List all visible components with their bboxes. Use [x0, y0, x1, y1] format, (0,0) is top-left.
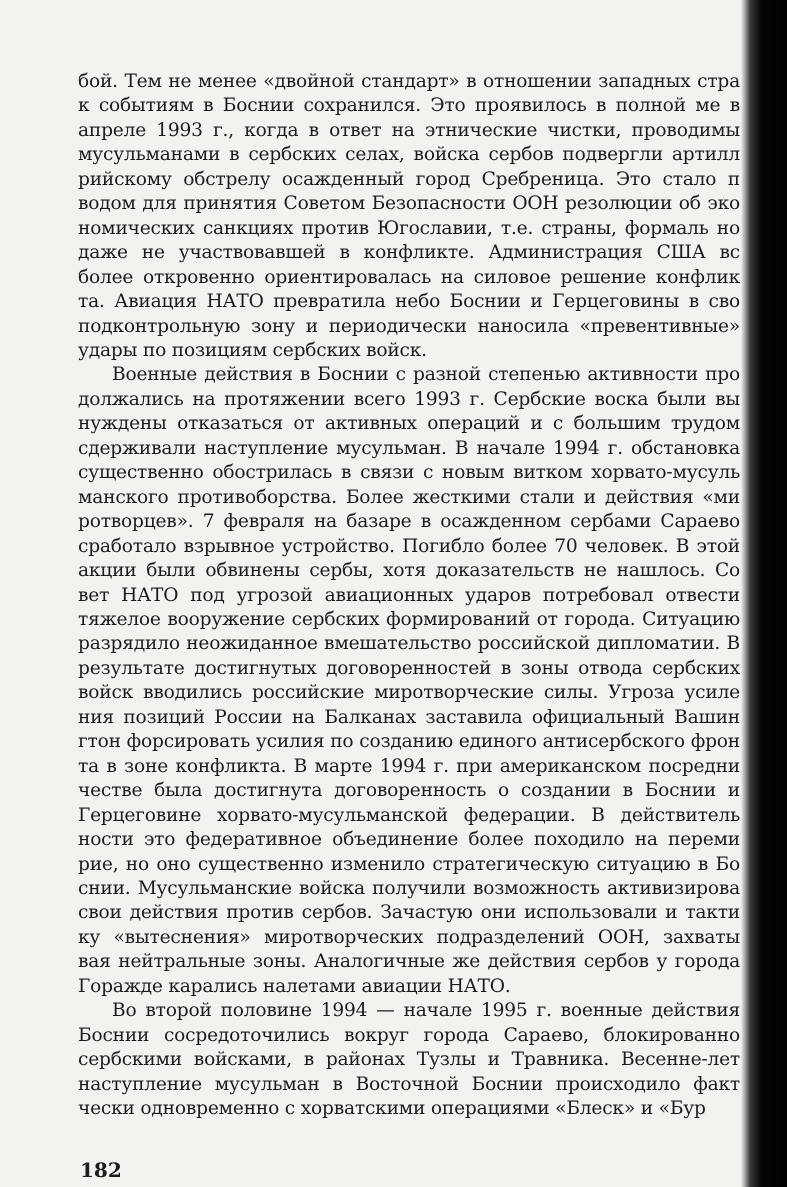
paragraph-1: бой. Тем не менее «двойной стандарт» в отношении западных стра к событиям в Боснии сохранился. Это проявилось в полной ме в апреле 1993 г., когда в ответ на этнические чистки, проводимы мусульманами в сербских селах, войска сербов подвергли артилл рийскому обстрелу осажденный город Сребреница. Это стало п водом для принятия Советом Безопасности ООН резолюции об эко номических санкциях против Югославии, т.е. страны, формаль но даже не участвовавшей в конфликте. Администрация США вс более откровенно ориентировалась на силовое решение конфлик та. Авиация НАТО превратила небо Боснии и Герцеговины в сво подконтрольную зону и периодически наносила «превентивные» удары по позициям сербских войск. — [78, 71, 740, 361]
scan-dark-edge — [741, 0, 787, 1187]
paragraph-3: Во второй половине 1994 — начале 1995 г. военные действия Боснии сосредоточились вокруг города Сараево, блокированно сербскими войсками, в районах Тузлы и Травника. Весенне-лет наступление мусульман в Восточной Боснии происходило факт чески одновременно с хорватскими операциями «Блеск» и «Бур — [78, 1000, 740, 1120]
page-number: 182 — [80, 1158, 122, 1182]
paragraph-2: Военные действия в Боснии с разной степенью активности про должались на протяжении всего 1993 г. Сербские воска были вы нуждены отказаться от активных операций и с большим трудом сдерживали наступление мусульман. В начале 1994 г. обстановка существенно обострилась в связи с новым витком хорвато-мусуль манского противоборства. Более жесткими стали и действия «ми ротворцев». 7 февраля на базаре в осажденном сербами Сараево сработало взрывное устройство. Погибло более 70 человек. В этой акции были обвинены сербы, хотя доказательств не нашлось. Со вет НАТО под угрозой авиационных ударов потребовал отвести тяжелое вооружение сербских формирований от города. Ситуацию разрядило неожиданное вмешательство российской дипломатии. В результате достигнутых договоренностей в зоны отвода сербских войск вводились российские миротворческие силы. Угроза усиле ния позиций России на Балканах заставила официальный Вашин гтон форсировать усилия по созданию единого антисербского фрон та в зоне конфликта. В марте 1994 г. при американском посредни честве была достигнута договоренность о создании в Боснии и Герцеговине хорвато-мусульманской федерации. В действитель ности это федеративное объединение более походило на переми рие, но оно существенно изменило стратегическую ситуацию в Бо снии. Мусульманские войска получили возможность активизирова свои действия против сербов. Зачастую они использовали и такти ку «вытеснения» миротворческих подразделений ООН, захваты вая нейтральные зоны. Аналогичные же действия сербов у города Горажде карались налетами авиации НАТО. — [78, 364, 740, 997]
page-text — [78, 70, 740, 1121]
